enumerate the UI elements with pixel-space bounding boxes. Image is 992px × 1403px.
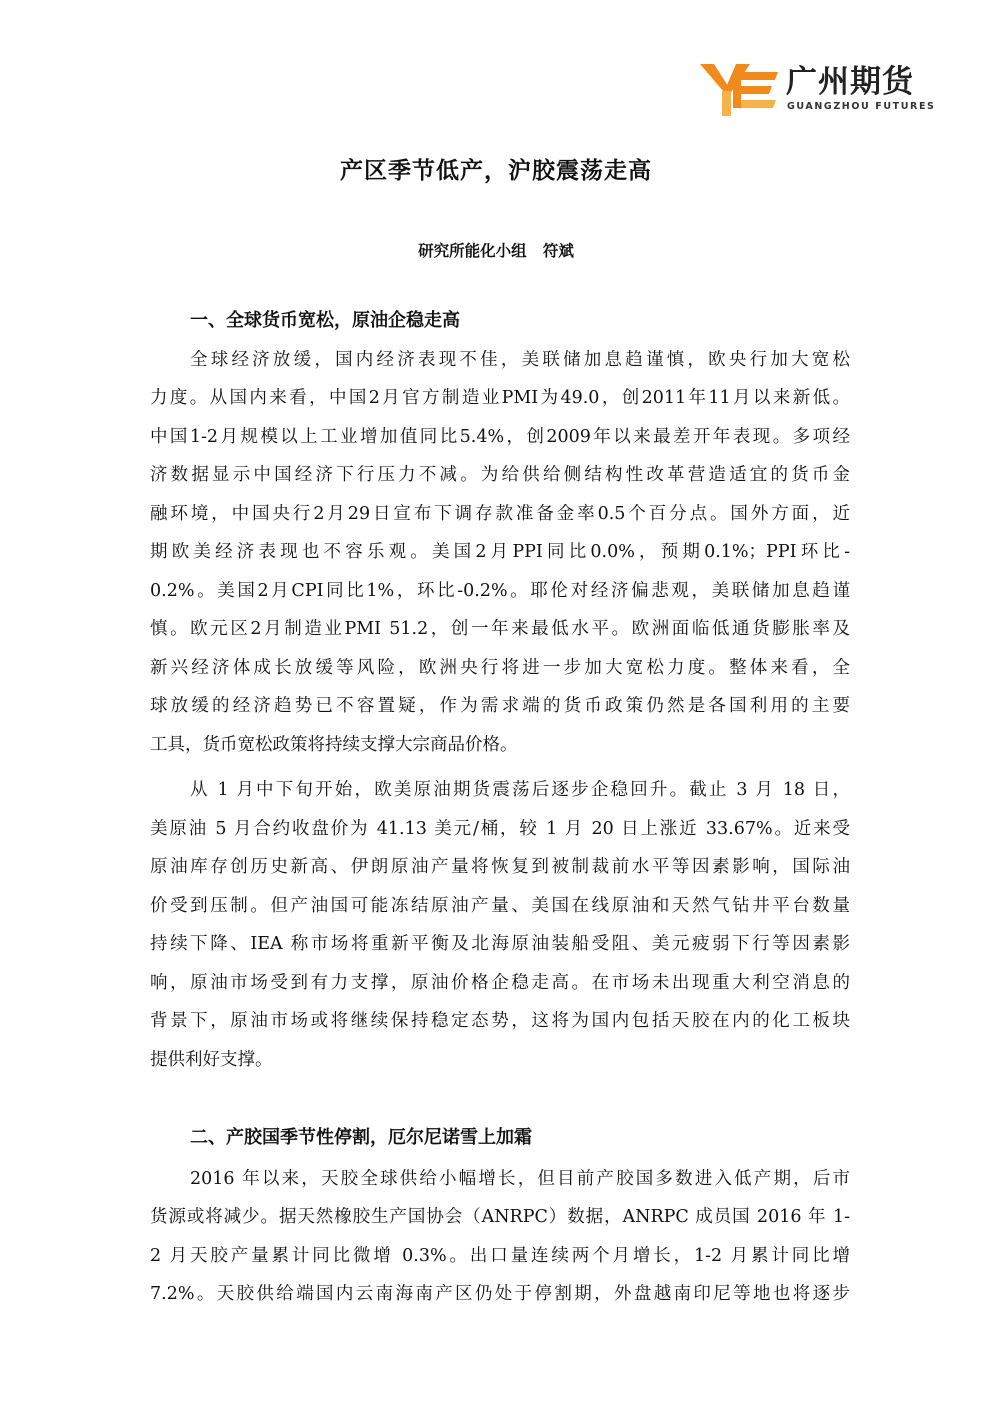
paragraph-line: 7.2%。天胶供给端国内云南海南产区仍处于停割期，外盘越南印尼等地也将逐步 xyxy=(150,1284,850,1304)
paragraph-line: 持续下降、IEA 称市场将重新平衡及北海原油装船受阻、美元疲弱下行等因素影 xyxy=(150,934,850,954)
paragraph-line: 从 1 月中下旬开始，欧美原油期货震荡后逐步企稳回升。截止 3 月 18 日， xyxy=(190,780,850,800)
paragraph-line: 美原油 5 月合约收盘价为 41.13 美元/桶，较 1 月 20 日上涨近 33.67%。近来受 xyxy=(150,819,850,839)
paragraph-line: 响，原油市场受到有力支撑，原油价格企稳走高。在市场未出现重大利空消息的 xyxy=(150,973,850,993)
paragraph-line: 2 月天胶产量累计同比微增 0.3%。出口量连续两个月增长，1-2 月累计同比增 xyxy=(150,1246,850,1266)
paragraph-line: 原油库存创历史新高、伊朗原油产量将恢复到被制裁前水平等因素影响，国际油 xyxy=(150,857,850,877)
paragraph-line: 货源或将减少。据天然橡胶生产国协会（ANRPC）数据，ANRPC 成员国 2016 年 1- xyxy=(150,1207,850,1227)
paragraph-line: 工具，货币宽松政策将持续支撑大宗商品价格。 xyxy=(150,735,518,755)
paragraph-line: 新兴经济体成长放缓等风险，欧洲央行将进一步加大宽松力度。整体来看，全 xyxy=(150,658,850,678)
document-author: 研究所能化小组 符斌 xyxy=(418,242,574,260)
company-logo xyxy=(700,64,936,118)
logo-mark-icon xyxy=(700,64,778,116)
paragraph-line: 融环境，中国央行2月29日宣布下调存款准备金率0.5个百分点。国外方面，近 xyxy=(150,504,850,524)
paragraph-line: 全球经济放缓，国内经济表现不佳，美联储加息趋谨慎，欧央行加大宽松 xyxy=(190,350,850,370)
section-heading: 一、全球货币宽松，原油企稳走高 xyxy=(190,310,460,331)
paragraph-line: 期欧美经济表现也不容乐观。美国2月PPI同比0.0%，预期0.1%；PPI环比- xyxy=(150,542,850,562)
paragraph-line: 力度。从国内来看，中国2月官方制造业PMI为49.0，创2011年11月以来新低。 xyxy=(150,388,850,408)
paragraph-line: 慎。欧元区2月制造业PMI 51.2，创一年来最低水平。欧洲面临低通货膨胀率及 xyxy=(150,619,850,639)
paragraph-line: 济数据显示中国经济下行压力不减。为给供给侧结构性改革营造适宜的货币金 xyxy=(150,465,850,485)
paragraph-line: 0.2%。美国2月CPI同比1%，环比-0.2%。耶伦对经济偏悲观，美联储加息趋谨 xyxy=(150,581,850,601)
section-heading: 二、产胶国季节性停割，厄尔尼诺雪上加霜 xyxy=(190,1127,532,1148)
logo-name-cn: 广州期货 xyxy=(786,64,914,100)
paragraph-line: 背景下，原油市场或将继续保持稳定态势，这将为国内包括天胶在内的化工板块 xyxy=(150,1011,850,1031)
paragraph-line: 中国1-2月规模以上工业增加值同比5.4%，创2009年以来最差开年表现。多项经 xyxy=(150,427,850,447)
paragraph-line: 2016 年以来，天胶全球供给小幅增长，但目前产胶国多数进入低产期，后市 xyxy=(190,1169,850,1189)
paragraph-line: 球放缓的经济趋势已不容置疑，作为需求端的货币政策仍然是各国利用的主要 xyxy=(150,696,850,716)
paragraph-line: 价受到压制。但产油国可能冻结原油产量、美国在线原油和天然气钻井平台数量 xyxy=(150,896,850,916)
logo-name-en: GUANGZHOU FUTURES xyxy=(787,101,936,112)
document-title: 产区季节低产，沪胶震荡走高 xyxy=(340,158,652,184)
paragraph-line: 提供利好支撑。 xyxy=(150,1050,273,1070)
